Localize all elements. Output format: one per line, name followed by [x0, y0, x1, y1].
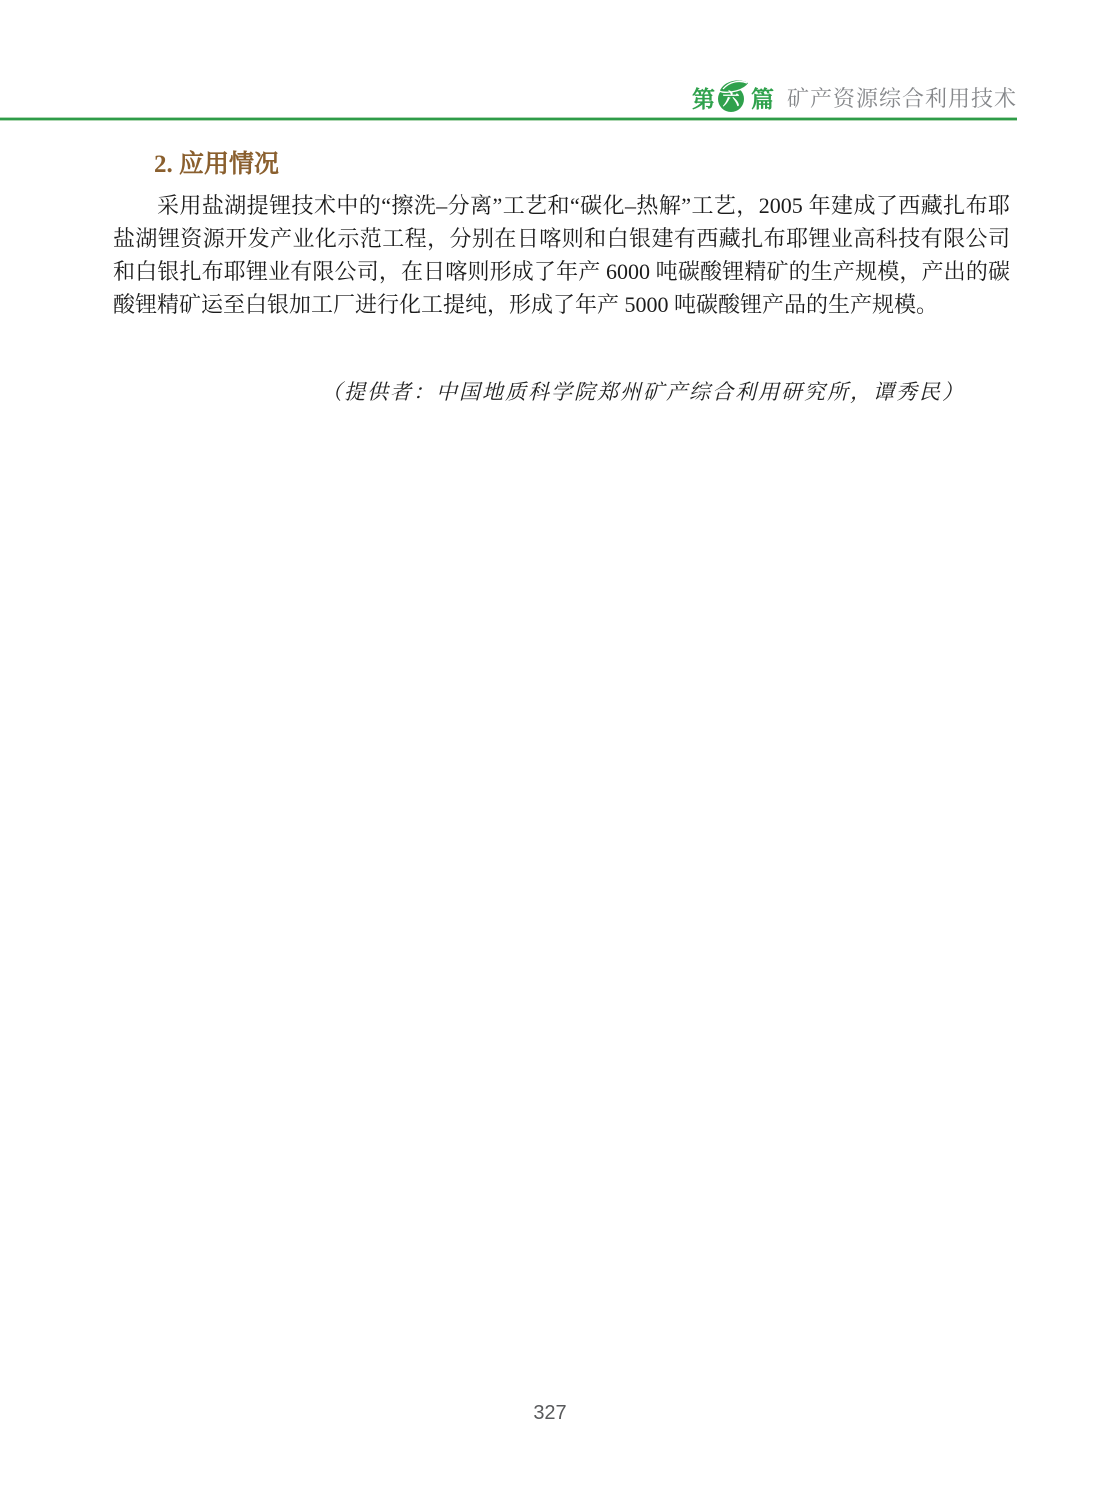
body-paragraph: 采用盐湖提锂技术中的“擦洗–分离”工艺和“碳化–热解”工艺，2005 年建成了西藏扎布耶盐湖锂资源开发产业化示范工程，分别在日喀则和白银建有西藏扎布耶锂业高科技有限公司和白银扎布耶锂业有限公司，在日喀则形成了年产 6000 吨碳酸锂精矿的生产规模，产出的碳酸锂精矿运至白银加工厂进行化工提纯，形成了年产 5000 吨碳酸锂产品的生产规模。: [113, 193, 1010, 317]
part-prefix-char: 第: [691, 85, 715, 112]
leaf-sprout-circle-icon: [716, 76, 750, 114]
part-suffix-char: 篇: [750, 85, 774, 112]
part-number-char: 六: [722, 90, 740, 109]
header-rule: [0, 117, 1017, 121]
section-heading: 2. 应用情况: [154, 151, 280, 178]
running-head-title: 矿产资源综合利用技术: [786, 86, 1017, 111]
page-number: 327: [533, 1402, 567, 1424]
credit-line: （提供者：中国地质科学院郑州矿产综合利用研究所，谭秀民）: [321, 380, 965, 404]
running-head: [692, 80, 1017, 118]
page-content: [113, 150, 1010, 406]
